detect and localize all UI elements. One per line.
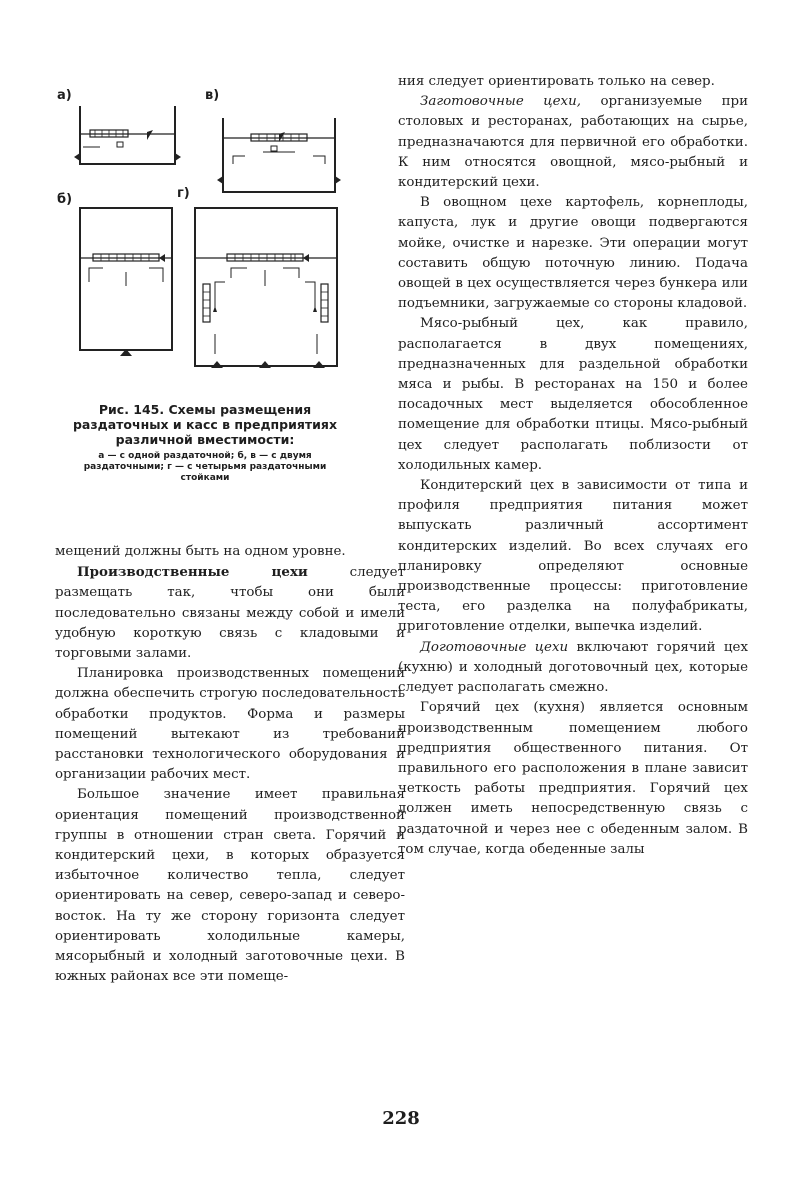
right-paragraph-5: Кондитерский цех в зависимости от типа и профиля предприятия питания может выпускать различный ассортимент кондитерских изделий. Во всех случаях его планировку определяют основные производственные процессы: приготовление теста, его разделка на полуфабрикаты, приготовление отделки, выпечка изделий. [398, 478, 748, 635]
left-paragraph-1: мещений должны быть на одном уровне. [55, 544, 346, 559]
entrance-markers [74, 130, 341, 368]
diagram-a [80, 106, 175, 164]
panel-label-a: а) [57, 88, 72, 103]
right-paragraph-1: ния следует ориентировать только на север. [398, 74, 715, 89]
right-paragraph-2 [398, 92, 748, 193]
panel-label-g: г) [177, 186, 190, 201]
lead-procurement-shops: Заготовочные цехи, [420, 94, 581, 110]
right-paragraph-7: Горячий цех (кухня) является основным производственным помещением любого предприятия общественного питания. От правильного его расположения в плане зависит четкость работы предприятия. Горячий цех должен иметь непосредственную связь с раздаточной и через нее с обеденным залом. В том случае, когда обеденные залы [398, 700, 748, 857]
left-paragraph-2-text: следует размещать так, чтобы они были последовательно связаны между собой и имели удобную короткую связь с кладовыми и торговыми залами. [55, 565, 405, 662]
figure-145 [55, 72, 405, 542]
lead-finishing-shops: Доготовочные цехи [420, 639, 569, 655]
diagram-g [195, 208, 337, 366]
left-paragraph-3: Планировка производственных помещений должна обеспечить строгую последовательность обработки продуктов. Форма и размеры помещений вытекают из требований расстановки технологического оборудования и организации рабочих мест. [55, 666, 405, 783]
right-column [398, 72, 748, 860]
right-paragraph-6 [398, 638, 748, 699]
right-paragraph-3: В овощном цехе картофель, корнеплоды, капуста, лук и другие овощи подвергаются мойке, очистке и нарезке. Эти операции могут составить общую поточную линию. Подача овощей в цех осуществляется через бункера или подъемники, загружаемые со стороны кладовой. [398, 195, 748, 312]
figure-caption [60, 402, 350, 484]
caption-note: а — с одной раздаточной; б, в — с двумя раздаточными; г — с четырьмя раздаточными стойками [83, 451, 327, 483]
diagram-v [223, 118, 335, 192]
left-paragraph-2 [55, 562, 405, 664]
right-paragraph-2-text: организуемые при столовых и ресторанах, работающих на сырье, предназначаются для первичной его обработки. К ним относятся овощной, мясо-рыбный и кондитерский цехи. [398, 94, 748, 191]
caption-title: Рис. 145. Схемы размещения раздаточных и касс в предприятиях различной вместимости: [72, 402, 338, 447]
panel-label-b: б) [57, 192, 73, 207]
right-paragraph-4: Мясо-рыбный цех, как правило, располагается в двух помещениях, предназначенных для раздельной обработки мяса и рыбы. В ресторанах на 150 и более посадочных мест выделяется обособленное помещение для обработки птицы. Мясо-рыбный цех следует располагать поблизости от холодильных камер. [398, 316, 748, 473]
page-number: 228 [382, 1108, 420, 1129]
left-column [55, 72, 405, 987]
panel-label-v: в) [205, 88, 220, 103]
left-paragraph-4: Большое значение имеет правильная ориентация помещений производственной группы в отношении стран света. Горячий и кондитерский цехи, в которых образуется избыточное количество тепла, следует ориентировать на север, северо-запад и северо-восток. На ту же сторону горизонта следует ориентировать холодильные камеры, мясорыбный и холодный заготовочные цехи. В южных районах все эти помеще- [55, 787, 405, 985]
diagram-b [80, 208, 172, 350]
layout-diagrams [55, 72, 405, 402]
lead-production-shops: Производственные цехи [77, 564, 308, 581]
right-paragraph-6-text: включают горячий цех (кухню) и холодный доготовочный цех, которые следует располагать смежно. [398, 639, 748, 696]
